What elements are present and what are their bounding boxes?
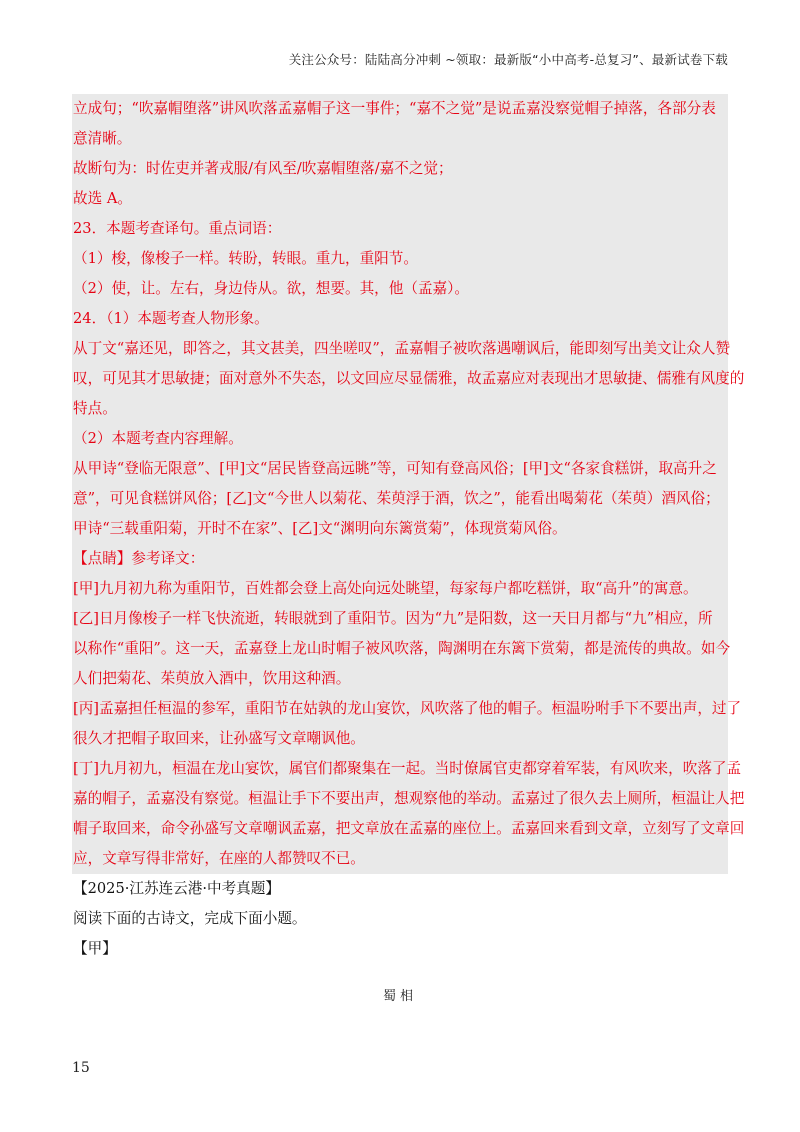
page-number: 15	[72, 1060, 90, 1076]
text-line: 从甲诗“登临无限意”、[甲]文“居民皆登高远眺”等，可知有登高风俗；[甲]文“各家食糕饼，取高升之	[72, 454, 728, 484]
text-line: 人们把菊花、茱萸放入酒中，饮用这种酒。	[72, 664, 728, 694]
text-line: 意”，可见食糕饼风俗；[乙]文“今世人以菊花、茱萸浮于酒，饮之”，能看出喝菊花（茱萸）酒风俗；	[72, 484, 728, 514]
text-line: 嘉的帽子，孟嘉没有察觉。桓温让手下不要出声，想观察他的举动。孟嘉过了很久去上厕所，桓温让人把	[72, 784, 728, 814]
text-line: 甲诗“三载重阳菊，开时不在家”、[乙]文“渊明向东篱赏菊”，体现赏菊风俗。	[72, 514, 728, 544]
text-line: [丁]九月初九，桓温在龙山宴饮，属官们都聚集在一起。当时僚属官吏都穿着军装，有风吹来，吹落了孟	[72, 754, 728, 784]
text-line: [丙]孟嘉担任桓温的参军，重阳节在姑孰的龙山宴饮，风吹落了他的帽子。桓温吩咐手下不要出声，过了	[72, 694, 728, 724]
text-line: （2）本题考查内容理解。	[72, 424, 728, 454]
page-header: 关注公众号：陆陆高分冲刺 ~领取：最新版“小中高考-总复习”、最新试卷下载	[288, 52, 728, 67]
text-line: （2）使，让。左右，身边侍从。欲，想要。其，他（孟嘉）。	[72, 274, 728, 304]
text-line: [甲]九月初九称为重阳节，百姓都会登上高处向远处眺望，每家每户都吃糕饼，取“高升”的寓意。	[72, 574, 728, 604]
text-line: 故断句为：时佐吏并著戎服/有风至/吹嘉帽堕落/嘉不之觉；	[72, 154, 728, 184]
text-line: 特点。	[72, 394, 728, 424]
instruction-line: 阅读下面的古诗文，完成下面小题。	[73, 910, 307, 927]
poem-title: 蜀相	[382, 989, 417, 1004]
text-line: 立成句；“吹嘉帽堕落”讲风吹落孟嘉帽子这一事件；“嘉不之觉”是说孟嘉没察觉帽子掉落，各部分表	[72, 94, 728, 124]
text-line: 意清晰。	[72, 124, 728, 154]
text-line: [乙]日月像梭子一样飞快流逝，转眼就到了重阳节。因为“九”是阳数，这一天日月都与“九”相应，所	[72, 604, 728, 634]
text-line: 故选 A。	[72, 184, 728, 214]
text-line: 很久才把帽子取回来，让孙盛写文章嘲讽他。	[72, 724, 728, 754]
text-line: 帽子取回来，命令孙盛写文章嘲讽孟嘉，把文章放在孟嘉的座位上。孟嘉回来看到文章，立刻写了文章回	[72, 814, 728, 844]
document-body	[72, 94, 745, 964]
text-line: 以称作“重阳”。这一天，孟嘉登上龙山时帽子被风吹落，陶渊明在东篱下赏菊，都是流传的典故。如今	[72, 634, 728, 664]
part-label: 【甲】	[73, 940, 117, 957]
section-heading: 【2025·江苏连云港·中考真题】	[73, 880, 280, 897]
text-line: 叹，可见其才思敏捷；面对意外不失态，以文回应尽显儒雅，故孟嘉应对表现出才思敏捷、儒雅有风度的	[72, 364, 728, 394]
text-line: （1）梭，像梭子一样。转盼，转眼。重九，重阳节。	[72, 244, 728, 274]
text-line: 从丁文“嘉还见，即答之，其文甚美，四坐嗟叹”，孟嘉帽子被吹落遇嘲讽后，能即刻写出美文让众人赞	[72, 334, 728, 364]
text-line: 24．（1）本题考查人物形象。	[72, 304, 728, 334]
text-line: 应，文章写得非常好，在座的人都赞叹不已。	[72, 844, 728, 874]
text-line: 【点睛】参考译文：	[72, 544, 728, 574]
text-line: 23．本题考查译句。重点词语：	[72, 214, 728, 244]
